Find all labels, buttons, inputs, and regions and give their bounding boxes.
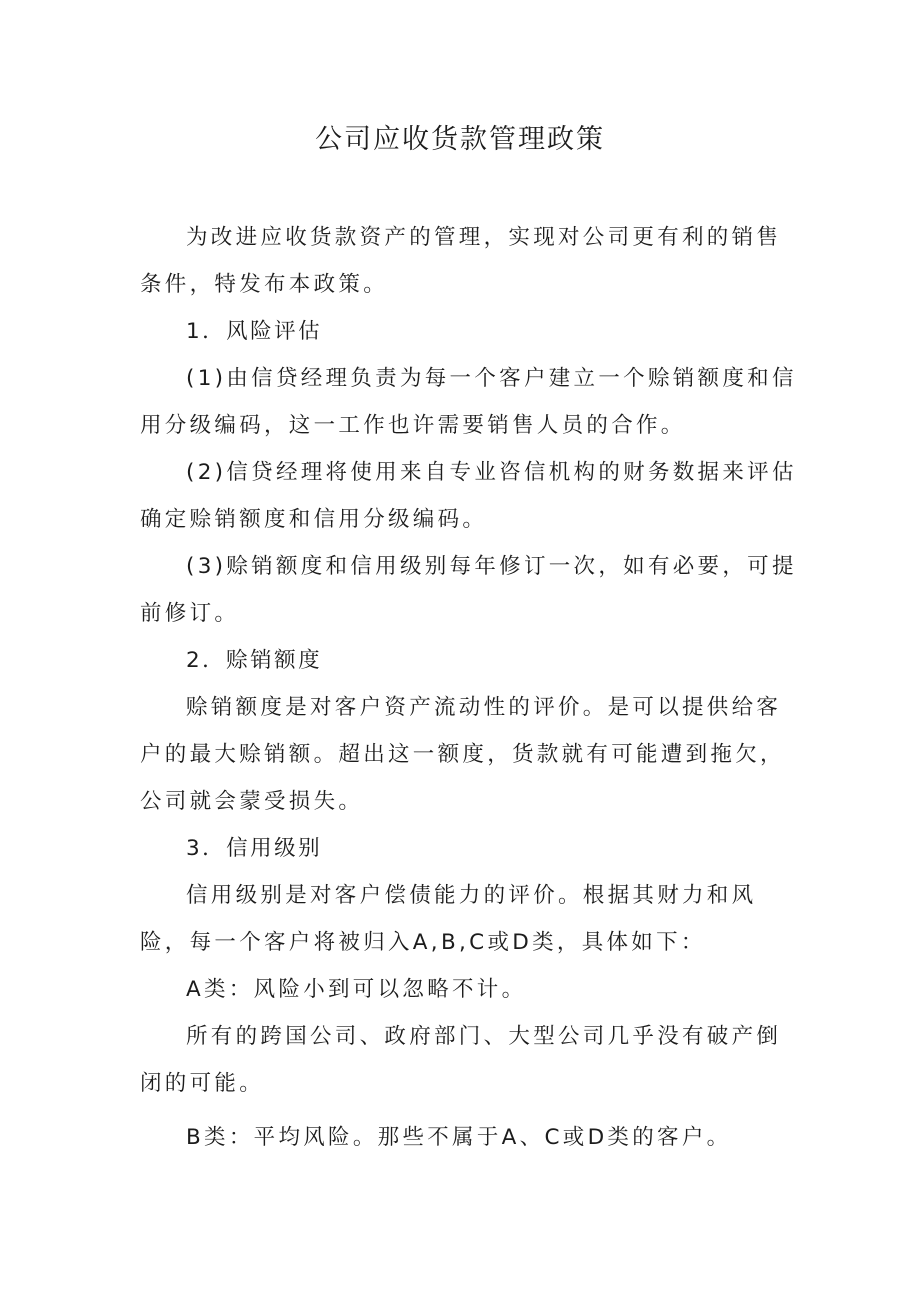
credit-limit-paragraph: 赊销额度是对客户资产流动性的评价。是可以提供给客户的最大赊销额。超出这一额度，货款就有可能遭到拖欠，公司就会蒙受损失。 (140, 695, 785, 814)
document-body (140, 214, 800, 1161)
risk-item-2: (2)信贷经理将使用来自专业咨信机构的财务数据来评估确定赊销额度和信用分级编码。 (140, 460, 797, 532)
class-a-detail-paragraph: 所有的跨国公司、政府部门、大型公司几乎没有破产倒闭的可能。 (140, 1024, 782, 1096)
section-heading-credit-limit: 2．赊销额度 (186, 648, 323, 673)
credit-rating-paragraph: 信用级别是对客户偿债能力的评价。根据其财力和风险，每一个客户将被归入A,B,C或D类，具体如下： (140, 883, 757, 955)
section-heading-credit-rating: 3．信用级别 (186, 836, 323, 861)
risk-item-3: (3)赊销额度和信用级别每年修订一次，如有必要，可提前修订。 (140, 554, 797, 626)
document-title: 公司应收货款管理政策 (315, 124, 605, 155)
risk-item-1: (1)由信贷经理负责为每一个客户建立一个赊销额度和信用分级编码，这一工作也许需要销售人员的合作。 (140, 366, 797, 438)
class-a-paragraph: A类：风险小到可以忽略不计。 (186, 977, 527, 1002)
section-heading-risk-assessment: 1．风险评估 (186, 319, 323, 344)
class-b-paragraph: B类：平均风险。那些不属于A、C或D类的客户。 (186, 1125, 732, 1150)
intro-paragraph: 为改进应收货款资产的管理，实现对公司更有利的销售条件，特发布本政策。 (140, 225, 782, 297)
